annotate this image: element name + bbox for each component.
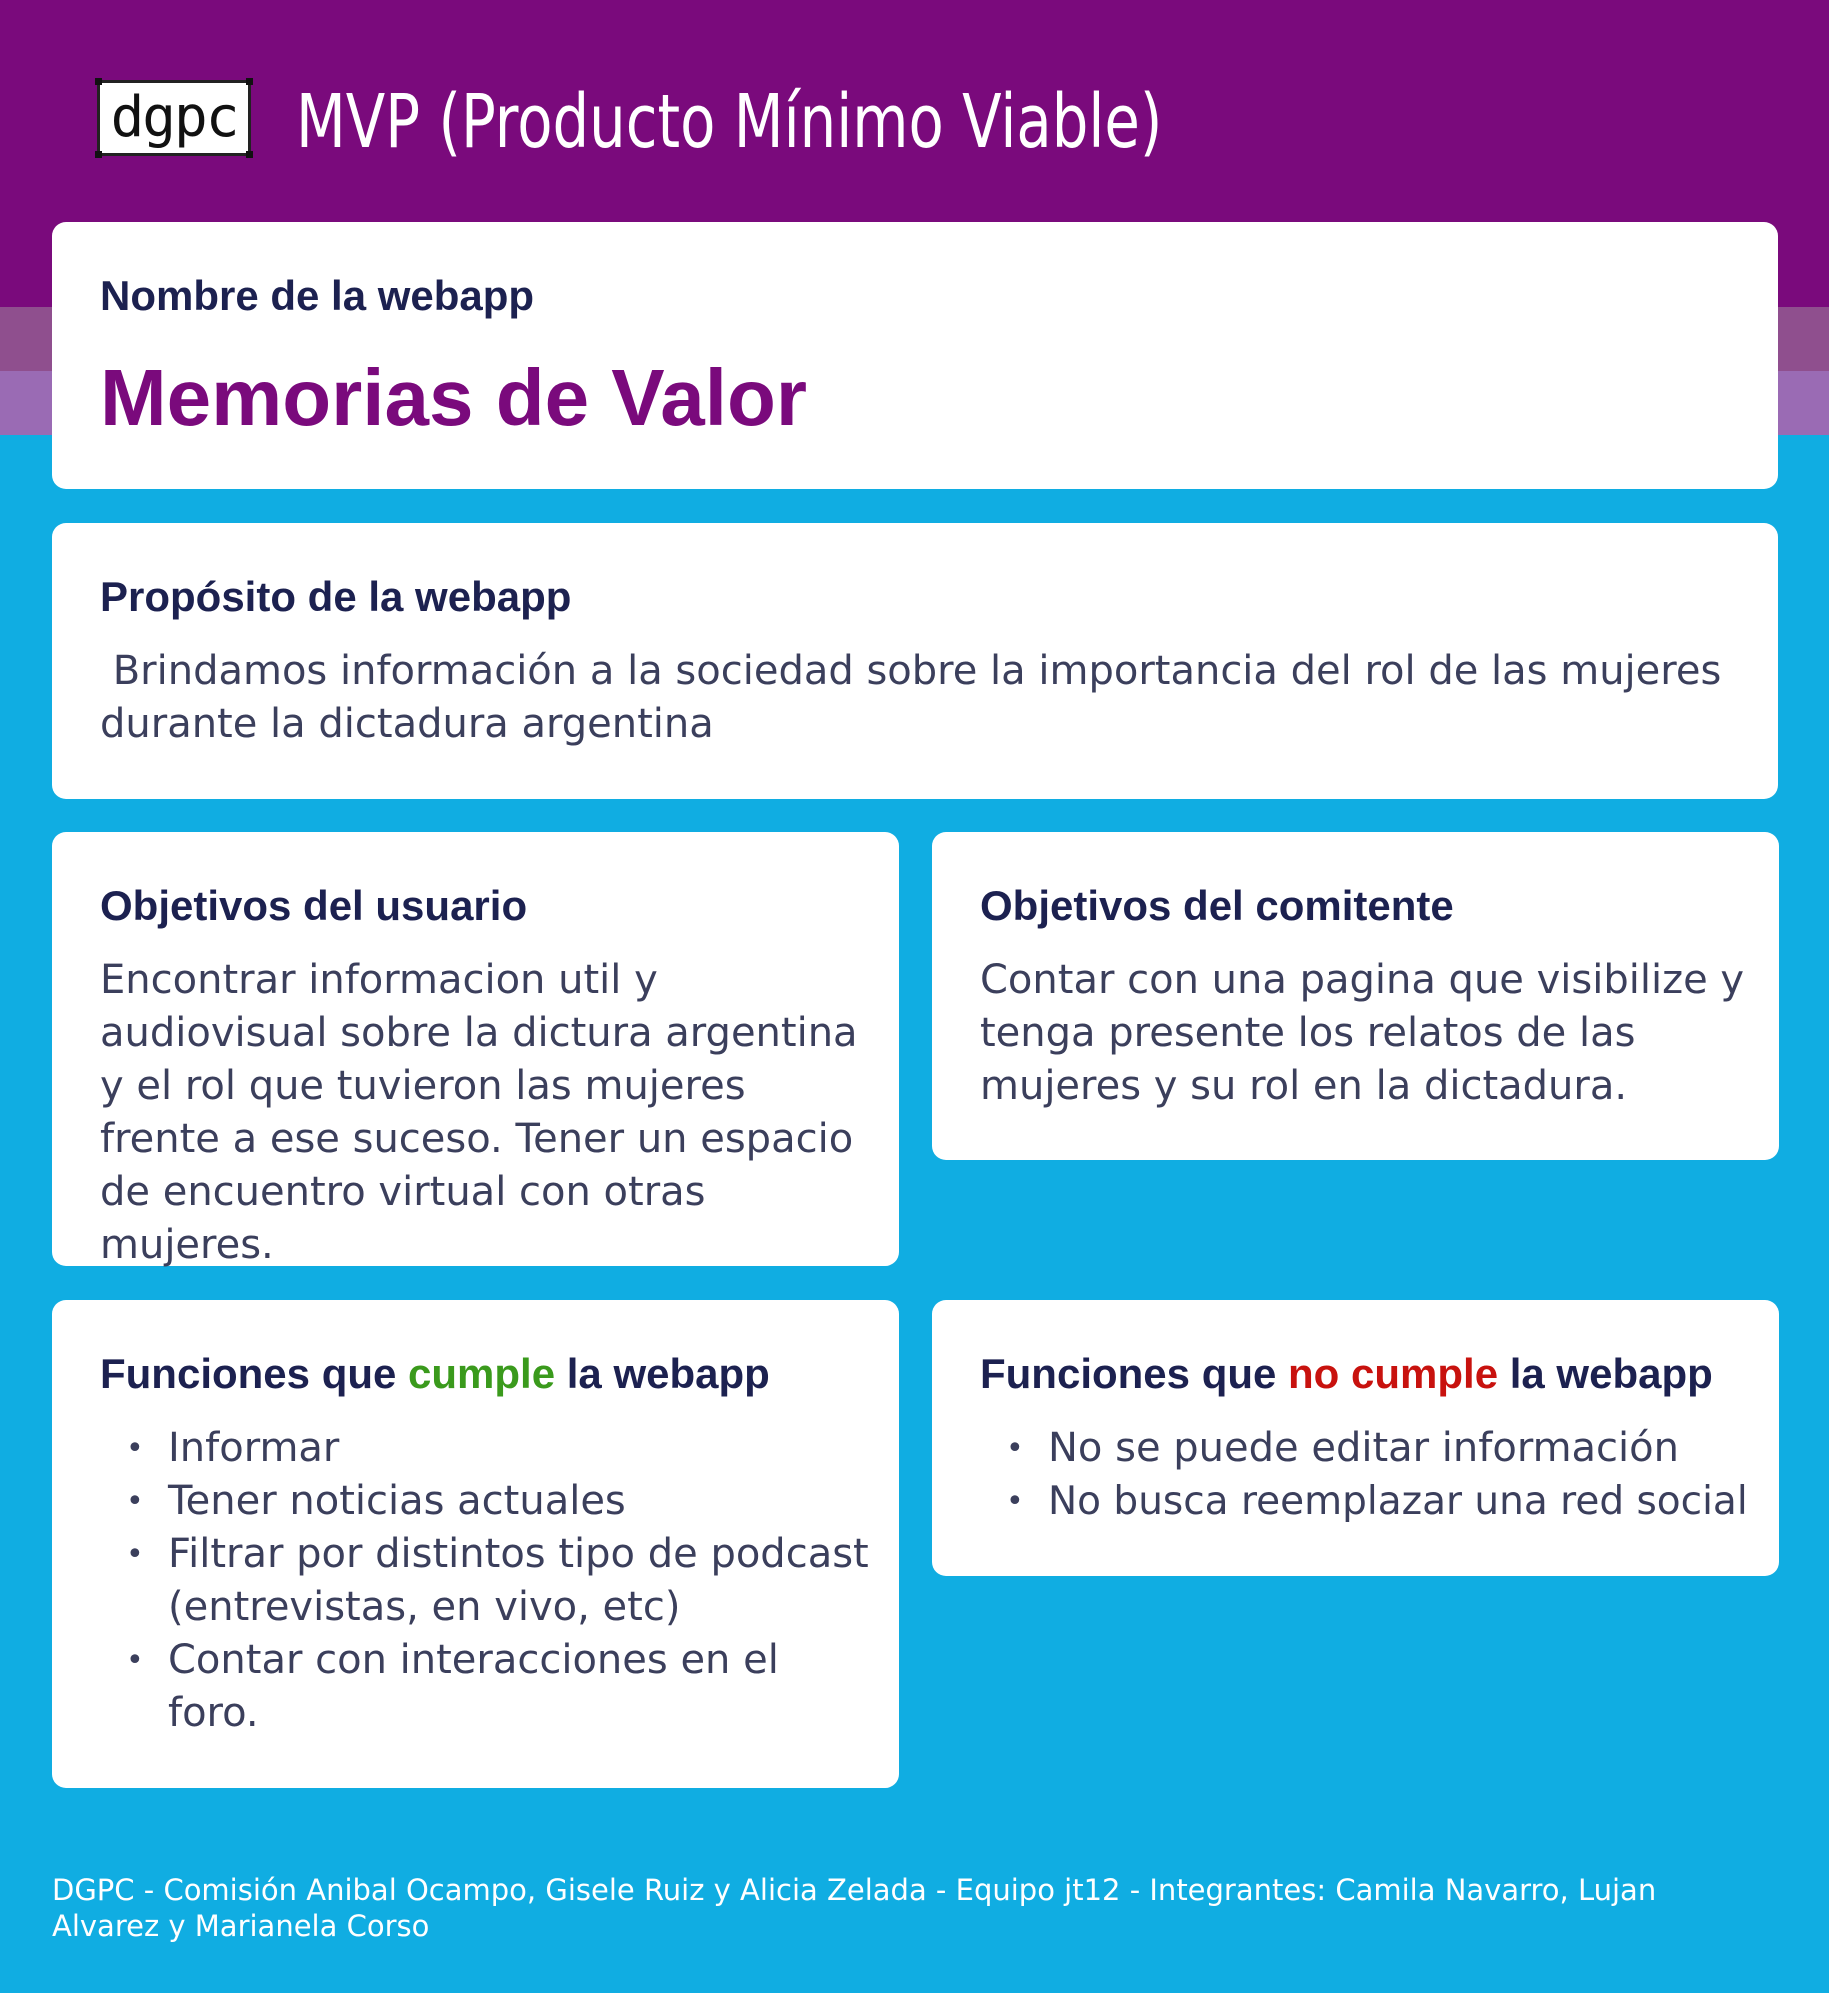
list-item-text: No se puede editar información [1048, 1425, 1679, 1471]
functions-yes-card [52, 1300, 899, 1788]
functions-yes-heading-prefix: Funciones que [100, 1350, 409, 1397]
bullet-icon: • [1006, 1484, 1024, 1519]
list-item [100, 1528, 879, 1634]
list-item [980, 1475, 1769, 1528]
webapp-name-value: Memorias de Valor [100, 353, 807, 442]
list-item [100, 1634, 879, 1740]
client-goals-card [932, 832, 1779, 1160]
dgpc-logo [97, 80, 251, 156]
functions-yes-heading-suffix: la webapp [555, 1350, 770, 1397]
bullet-icon: • [126, 1643, 144, 1678]
webapp-name-card [52, 222, 1778, 489]
user-goals-card [52, 832, 899, 1266]
list-item-text: Contar con interacciones en el foro. [168, 1637, 779, 1736]
list-item-text: Informar [168, 1425, 340, 1471]
footer-credits: DGPC - Comisión Anibal Ocampo, Gisele Ruiz y Alicia Zelada - Equipo jt12 - Integrantes: Camila Navarro, Lujan Alvarez y Marianela Corso [52, 1873, 1657, 1943]
functions-yes-list [100, 1422, 879, 1740]
webapp-name-heading: Nombre de la webapp [100, 272, 535, 319]
bullet-icon: • [126, 1431, 144, 1466]
page-title: MVP (Producto Mínimo Viable) [296, 79, 1163, 165]
client-goals-heading: Objetivos del comitente [980, 882, 1454, 929]
client-goals-text: Contar con una pagina que visibilize y tenga presente los relatos de las mujeres y su rol en la dictadura. [980, 957, 1745, 1109]
functions-yes-heading [100, 1350, 770, 1398]
list-item [980, 1422, 1769, 1475]
functions-yes-heading-accent: cumple [408, 1350, 556, 1397]
purpose-heading: Propósito de la webapp [100, 573, 572, 620]
list-item-text: No busca reemplazar una red social [1048, 1479, 1748, 1524]
bullet-icon: • [126, 1484, 144, 1519]
list-item [100, 1422, 879, 1475]
bullet-icon: • [1006, 1431, 1024, 1466]
functions-no-card [932, 1300, 1779, 1576]
functions-no-heading-prefix: Funciones que [980, 1350, 1289, 1397]
logo-text: dgpc [110, 85, 238, 150]
functions-no-heading [980, 1350, 1713, 1398]
user-goals-heading: Objetivos del usuario [100, 882, 528, 929]
list-item [100, 1475, 879, 1528]
list-item-text: Filtrar por distintos tipo de podcast (entrevistas, en vivo, etc) [168, 1531, 869, 1630]
list-item-text: Tener noticias actuales [168, 1478, 626, 1524]
user-goals-text: Encontrar informacion util y audiovisual sobre la dictura argentina y el rol que tuvieron las mujeres frente a ese suceso. Tener un espacio de encuentro virtual con otras mujeres. [100, 957, 858, 1268]
bullet-icon: • [126, 1537, 144, 1572]
functions-no-heading-suffix: la webapp [1498, 1350, 1713, 1397]
purpose-card [52, 523, 1778, 799]
functions-no-heading-accent: no cumple [1288, 1350, 1499, 1397]
purpose-text: Brindamos información a la sociedad sobre la importancia del rol de las mujeres durante la dictadura argentina [100, 648, 1735, 747]
functions-no-list [980, 1422, 1769, 1528]
